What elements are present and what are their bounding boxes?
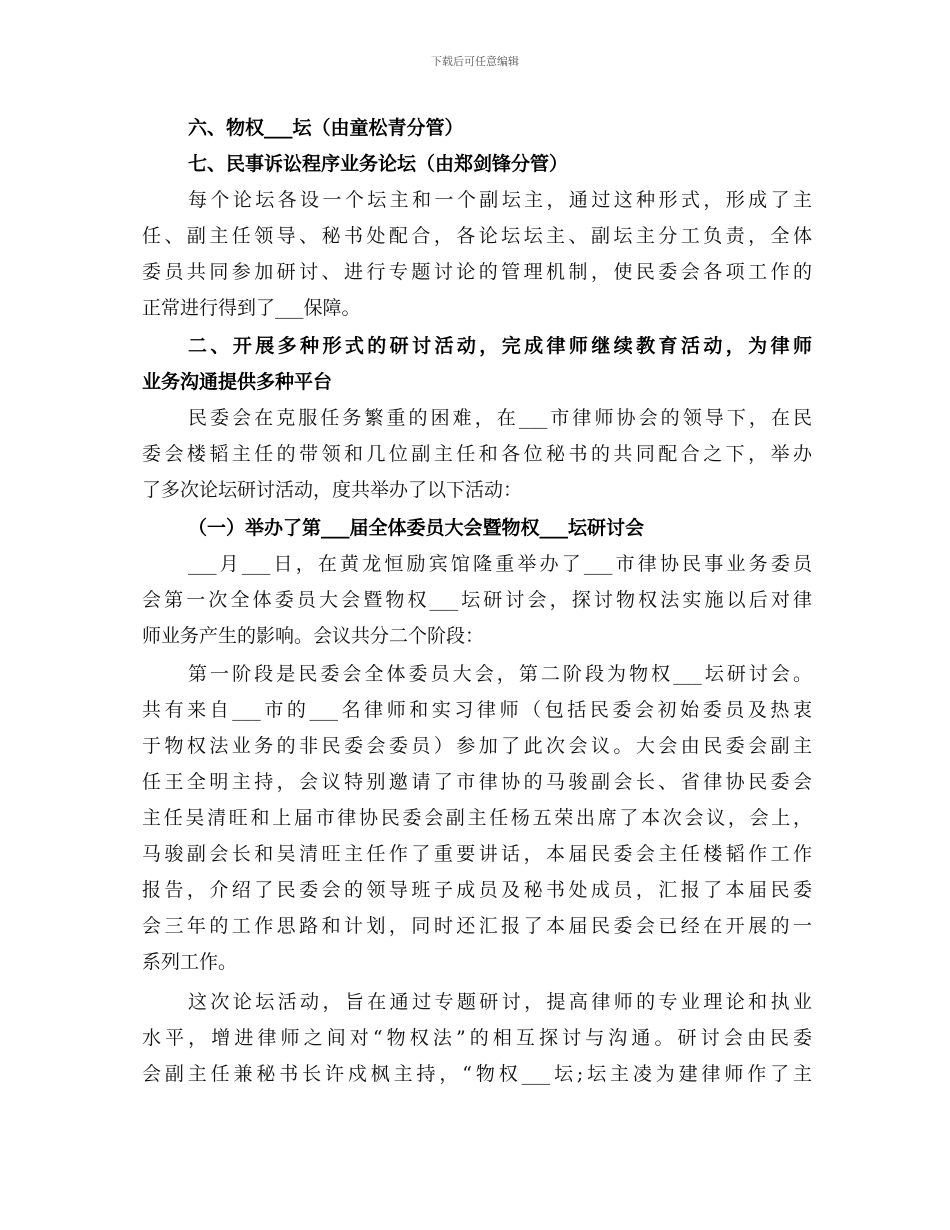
paragraph-line: 水平，增进律师之间对“物权法”的相互探讨与沟通。研讨会由民委 [142, 1027, 812, 1049]
section-heading-line: 六、物权___坛（由童松青分管） [188, 117, 464, 139]
paragraph-line: 这次论坛活动，旨在通过专题研讨，提高律师的专业理论和执业 [188, 991, 812, 1013]
section-heading-line: 七、民事诉讼程序业务论坛（由郑剑锋分管） [188, 153, 569, 175]
paragraph-line: 师业务产生的影响。会议共分二个阶段： [142, 625, 485, 647]
paragraph-line: 会副主任兼秘书长许戍枫主持，“物权___坛;坛主凌为建律师作了主 [142, 1063, 812, 1085]
paragraph-line: 共有来自___市的___名律师和实习律师（包括民委会初始委员及热衷 [142, 699, 812, 721]
paragraph-line: 委会楼韬主任的带领和几位副主任和各位秘书的共同配合之下，举办 [142, 443, 812, 465]
paragraph-line: 第一阶段是民委会全体委员大会，第二阶段为物权___坛研讨会。 [188, 663, 812, 685]
paragraph-line: 报告，介绍了民委会的领导班子成员及秘书处成员，汇报了本届民委 [142, 879, 812, 901]
paragraph-line: 民委会在克服任务繁重的困难，在___市律师协会的领导下，在民 [188, 407, 812, 429]
page-header: 下载后可任意编辑 [431, 55, 519, 68]
paragraph-line: ___月___日，在黄龙恒励宾馆隆重举办了___市律协民事业务委员 [188, 553, 812, 575]
paragraph-line: 委员共同参加研讨、进行专题讨论的管理机制，使民委会各项工作的 [142, 261, 812, 283]
paragraph-line: 了多次论坛研讨活动，度共举办了以下活动： [142, 479, 523, 501]
paragraph-line: 任、副主任领导、秘书处配合，各论坛坛主、副坛主分工负责，全体 [142, 225, 812, 247]
section-heading-line: （一）举办了第___届全体委员大会暨物权___坛研讨会 [188, 517, 645, 539]
paragraph-line: 任王全明主持，会议特别邀请了市律协的马骏副会长、省律协民委会 [142, 771, 812, 793]
paragraph-line: 于物权法业务的非民委会委员）参加了此次会议。大会由民委会副主 [142, 735, 812, 757]
paragraph-line: 会三年的工作思路和计划，同时还汇报了本届民委会已经在开展的一 [142, 915, 812, 937]
paragraph-line: 会第一次全体委员大会暨物权___坛研讨会，探讨物权法实施以后对律 [142, 589, 812, 611]
section-heading-line: 二、开展多种形式的研讨活动，完成律师继续教育活动，为律师 [188, 335, 812, 357]
document-body [142, 110, 812, 1092]
section-heading-line: 业务沟通提供多种平台 [142, 371, 333, 393]
paragraph-line: 马骏副会长和吴清旺主任作了重要讲话，本届民委会主任楼韬作工作 [142, 843, 812, 865]
paragraph-line: 正常进行得到了___保障。 [142, 297, 361, 319]
paragraph-line: 每个论坛各设一个坛主和一个副坛主，通过这种形式，形成了主 [188, 189, 812, 211]
paragraph-line: 主任吴清旺和上届市律协民委会副主任杨五荣出席了本次会议，会上， [142, 807, 812, 829]
paragraph-line: 系列工作。 [142, 951, 238, 973]
